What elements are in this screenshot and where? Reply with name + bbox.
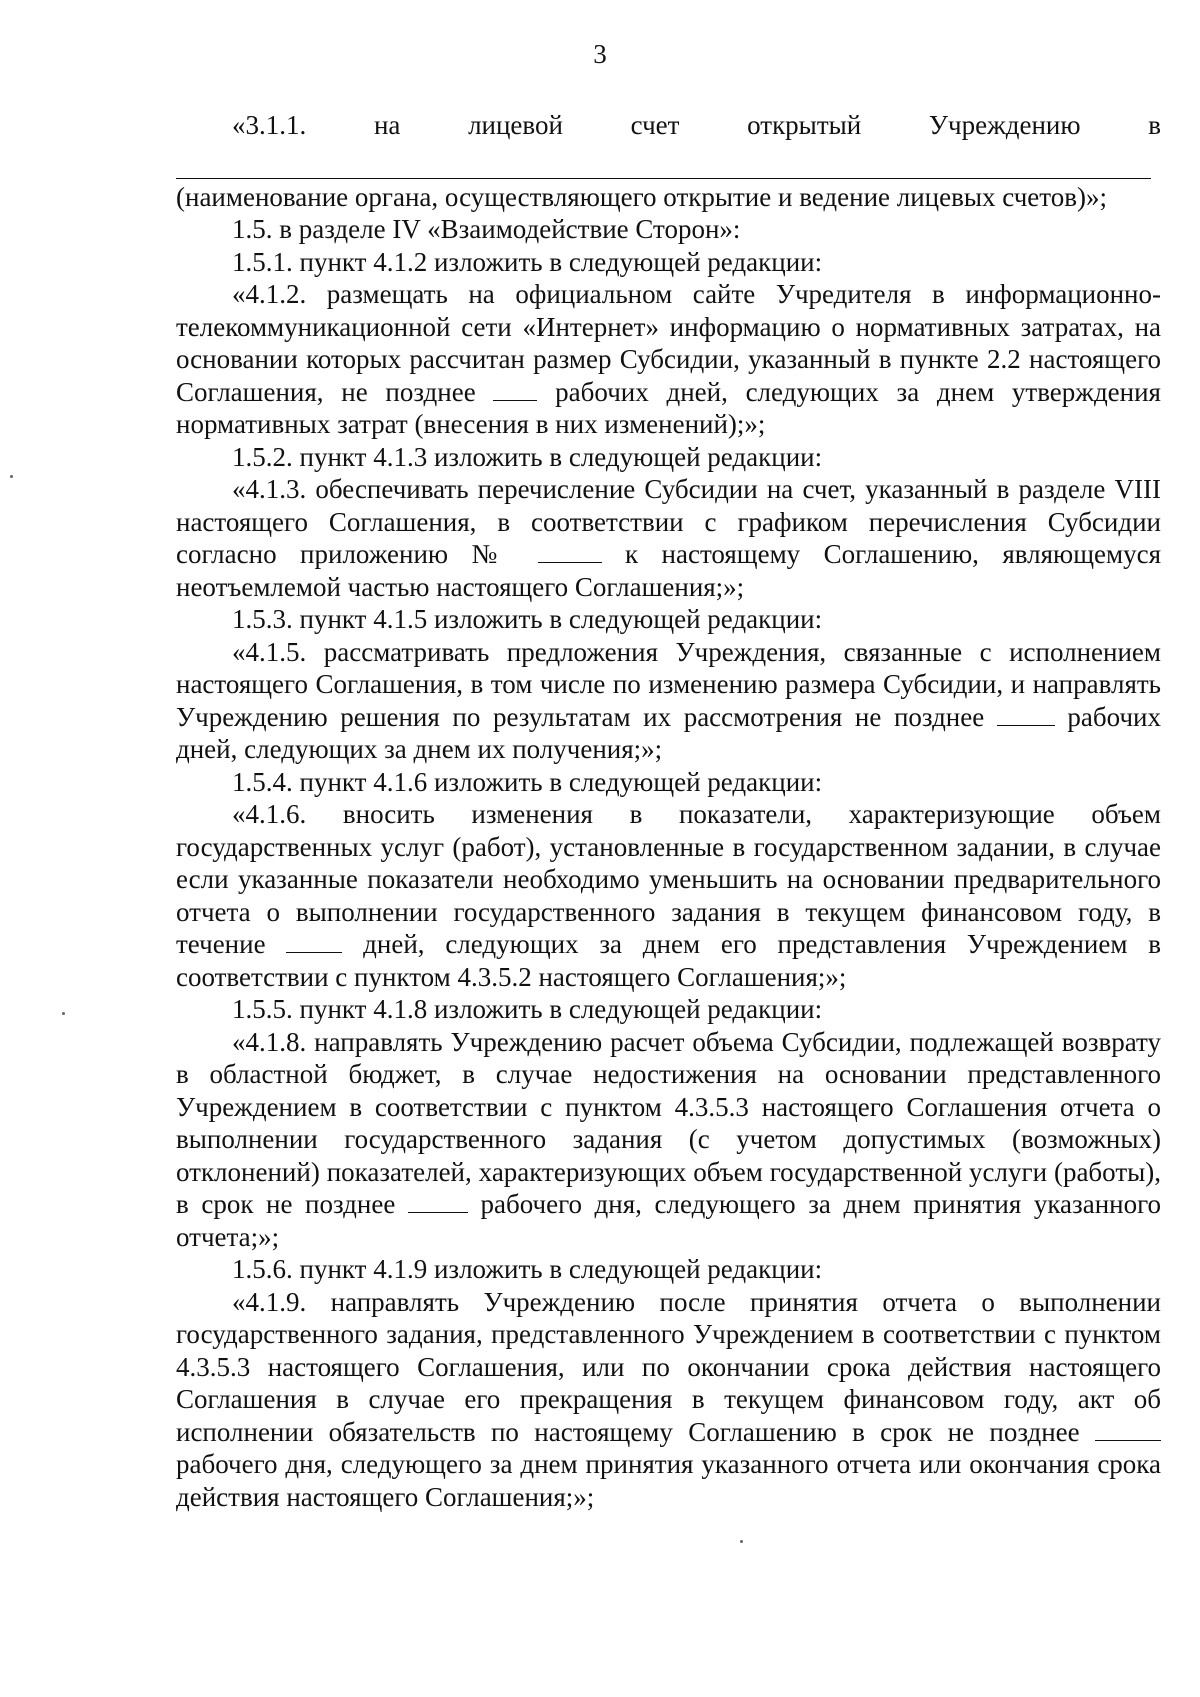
clause-text: рабочего дня, следующего за днем принятия указанного отчета;»; (176, 1189, 1161, 1252)
clause-text: «4.1.3. обеспечивать перечисление Субсидии на счет, указанный в разделе VIII настоящего Соглашения, в соответствии с графиком перечисления Субсидии согласно приложению № (176, 474, 1161, 569)
blank-field (538, 538, 602, 563)
blank-field (286, 928, 342, 953)
clause-text: рабочих дней, следующих за днем их получения;»; (176, 701, 1161, 764)
word: «3.1.1. (232, 110, 307, 140)
clause-heading: 1.5.4. пункт 4.1.6 изложить в следующей редакции: (232, 766, 823, 797)
word: в (1148, 110, 1161, 140)
clause-4-1-6-text (176, 798, 1161, 993)
word: открытый (747, 110, 862, 140)
clause-text: «4.1.2. размещать на официальном сайте Учредителя в информационно-телекоммуникационной сети «Интернет» информацию о нормативных затратах, на основании которых рассчитан размер Субсидии, указанный в пункте 2.2 настоящего Соглашения, не позднее (176, 279, 1161, 407)
page-number: 3 (593, 39, 607, 69)
clause-4-1-8-text (176, 1026, 1161, 1254)
fill-caption: (наименование органа, осуществляющего открытие и ведение лицевых счетов)»; (176, 181, 1107, 212)
blank-field (997, 701, 1055, 726)
clause-heading: 1.5.5. пункт 4.1.8 изложить в следующей редакции: (232, 994, 823, 1024)
clause-3-1-1-line (176, 109, 1161, 142)
clause-4-1-2-text (176, 278, 1161, 441)
clause-text: дней, следующих за днем его представления Учреждением в соответствии с пунктом 4.3.5.2 настоящего Соглашения;»; (176, 929, 1161, 992)
clause-heading: 1.5.2. пункт 4.1.3 изложить в следующей редакции: (232, 441, 823, 472)
clause-text: «4.1.5. рассматривать предложения Учреждения, связанные с исполнением настоящего Соглашения, в том числе по изменению размера Субсидии, и направлять Учреждению решения по результатам их рассмотрения не позднее (176, 636, 1161, 732)
blank-field (1095, 1416, 1161, 1441)
word: Учреждению (928, 110, 1081, 140)
word: лицевой (468, 110, 563, 140)
blank-field (408, 1188, 468, 1213)
word: счет (630, 110, 680, 140)
scan-artifact-dot (740, 1540, 743, 1543)
scan-artifact-dot (10, 475, 13, 478)
document-body (176, 109, 1161, 1513)
clause-text: «4.1.8. направлять Учреждению расчет объема Субсидии, подлежащей возврату в областной бюджет, в случае недостижения на основании представленного Учреждением в соответствии с пунктом 4.3.5.3 настоящего Соглашения отчета о выполнении государственного задания (с учетом допустимых (возможных) отклонений) показателей, характеризующих объем государственной услуги (работы), в срок не позднее (176, 1026, 1161, 1219)
blank-field (493, 376, 537, 401)
clause-4-1-9-text (176, 1286, 1161, 1514)
scan-artifact-dot (62, 1012, 65, 1015)
clause-text: рабочих дней, следующих за днем утверждения нормативных затрат (внесения в них изменений);»; (176, 376, 1161, 439)
word: на (373, 110, 401, 140)
fill-in-line (176, 142, 1151, 179)
clause-text: к настоящему Соглашению, являющемуся неотъемлемой частью настоящего Соглашения;»; (176, 539, 1161, 602)
clause-heading: 1.5.3. пункт 4.1.5 изложить в следующей редакции: (232, 604, 823, 634)
clause-text: «4.1.6. вносить изменения в показатели, характеризующие объем государственных услуг (работ), установленные в государственном задании, в случае если указанные показатели необходимо уменьшить на основании предварительного отчета о выполнении государственного задания в текущем финансовом году, в течение (176, 799, 1161, 959)
clause-4-1-3-text (176, 473, 1161, 603)
clause-text: рабочего дня, следующего за днем принятия указанного отчета или окончания срока действия настоящего Соглашения;»; (176, 1449, 1161, 1512)
clause-heading: 1.5.1. пункт 4.1.2 изложить в следующей редакции: (232, 246, 823, 277)
clause-4-1-5-text (176, 636, 1161, 766)
clause-text: «4.1.9. направлять Учреждению после принятия отчета о выполнении государственного задания, представленного Учреждением в соответствии с пунктом 4.3.5.3 настоящего Соглашения, или по окончании срока действия настоящего Соглашения в случае его прекращения в текущем финансовом году, акт об исполнении обязательств по настоящему Соглашению в срок не позднее (176, 1286, 1161, 1447)
clause-heading: 1.5.6. пункт 4.1.9 изложить в следующей редакции: (232, 1254, 823, 1284)
section-heading: 1.5. в разделе IV «Взаимодействие Сторон»: (232, 214, 741, 244)
